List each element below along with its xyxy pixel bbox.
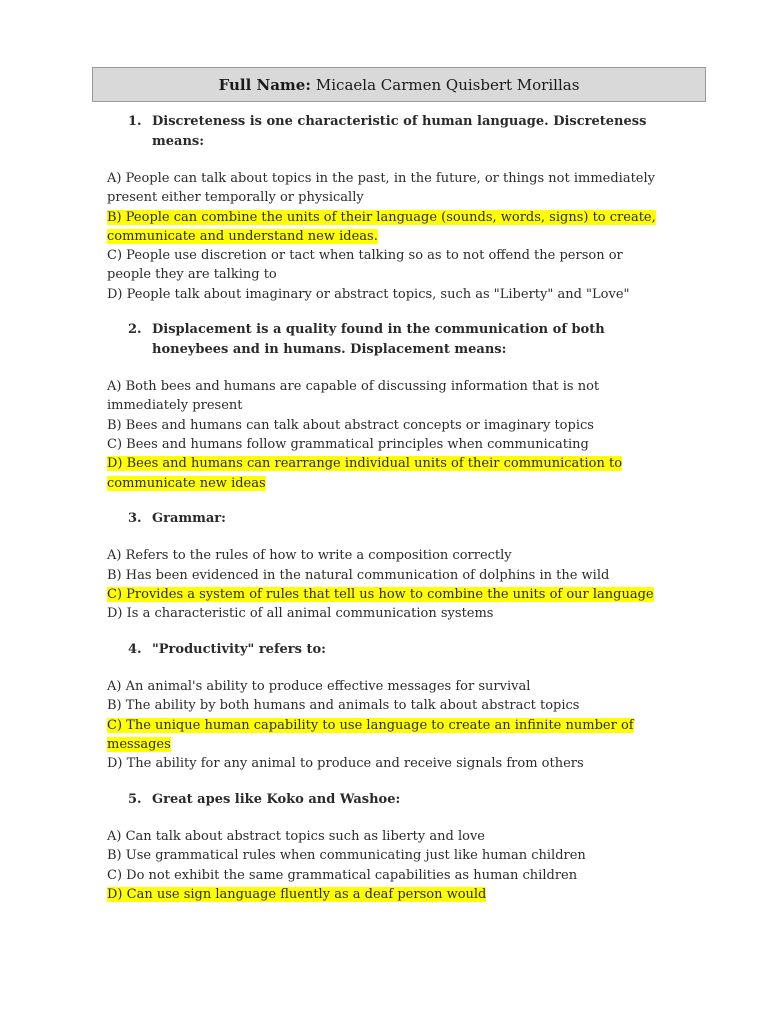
full-name-value: Micaela Carmen Quisbert Morillas xyxy=(315,75,580,94)
question-3-option-b: B) Has been evidenced in the natural communication of dolphins in the wild xyxy=(107,567,610,583)
question-5-title xyxy=(107,790,667,810)
question-4-title xyxy=(107,640,667,660)
full-name-box xyxy=(92,67,706,102)
question-text: Discreteness is one characteristic of human language. Discreteness means: xyxy=(152,114,647,149)
question-5-option-a: A) Can talk about abstract topics such as liberty and love xyxy=(107,829,485,845)
question-1-option-c: C) People use discretion or tact when talking so as to not offend the person or people they are talking to xyxy=(107,248,623,283)
question-number: 2. xyxy=(128,322,142,338)
question-1-option-a: A) People can talk about topics in the past, in the future, or things not immediately present either temporally or physically xyxy=(107,171,655,206)
full-name-label: Full Name: xyxy=(218,75,311,94)
question-3-option-c-answer: C) Provides a system of rules that tell us how to combine the units of our language xyxy=(107,586,654,602)
question-3-title xyxy=(107,509,667,529)
question-4-option-c-answer: C) The unique human capability to use language to create an infinite number of messages xyxy=(107,717,634,752)
question-1-option-b-answer: B) People can combine the units of their language (sounds, words, signs) to create, communicate and understand new ideas. xyxy=(107,209,656,244)
question-5-option-d-answer: D) Can use sign language fluently as a deaf person would xyxy=(107,886,487,902)
question-2-option-b: B) Bees and humans can talk about abstract concepts or imaginary topics xyxy=(107,417,594,433)
question-number: 5. xyxy=(128,791,142,807)
question-4-option-a: A) An animal's ability to produce effective messages for survival xyxy=(107,679,531,695)
question-text: "Productivity" refers to: xyxy=(152,641,326,657)
question-text: Grammar: xyxy=(152,510,226,526)
question-1-title xyxy=(107,112,667,151)
question-number: 3. xyxy=(128,510,142,526)
question-number: 4. xyxy=(128,641,142,657)
question-3-option-d: D) Is a characteristic of all animal communication systems xyxy=(107,606,494,622)
question-2-option-d-answer: D) Bees and humans can rearrange individual units of their communication to communicate new ideas xyxy=(107,456,623,491)
question-2-title xyxy=(107,320,667,359)
question-2-option-a: A) Both bees and humans are capable of discussing information that is not immediately present xyxy=(107,379,600,414)
question-3-option-a: A) Refers to the rules of how to write a composition correctly xyxy=(107,548,512,564)
question-2-option-c: C) Bees and humans follow grammatical principles when communicating xyxy=(107,436,589,452)
quiz-content xyxy=(107,112,667,904)
question-number: 1. xyxy=(128,114,142,129)
question-4-option-b: B) The ability by both humans and animals to talk about abstract topics xyxy=(107,698,580,714)
question-4-option-d: D) The ability for any animal to produce and receive signals from others xyxy=(107,756,584,772)
question-5-option-b: B) Use grammatical rules when communicating just like human children xyxy=(107,848,586,864)
question-text: Displacement is a quality found in the communication of both honeybees and in humans. Displacement means: xyxy=(152,322,605,357)
question-text: Great apes like Koko and Washoe: xyxy=(152,791,401,807)
question-1-option-d: D) People talk about imaginary or abstract topics, such as "Liberty" and "Love" xyxy=(107,286,630,302)
question-5-option-c: C) Do not exhibit the same grammatical capabilities as human children xyxy=(107,867,578,883)
